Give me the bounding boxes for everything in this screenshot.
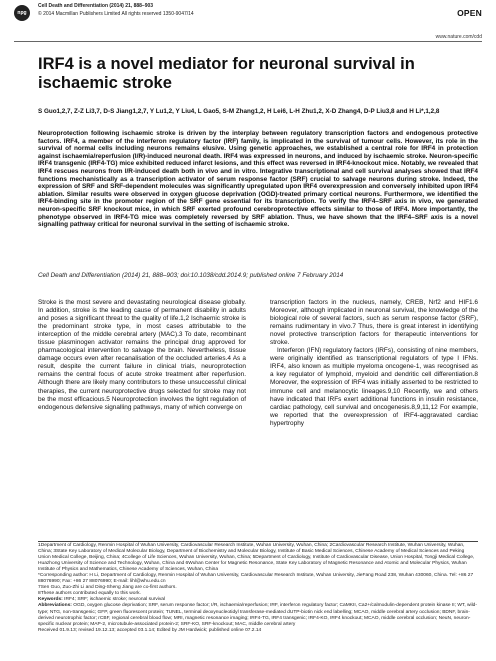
open-access-badge: OPEN	[457, 8, 482, 18]
header-divider	[14, 41, 482, 42]
keywords-text: IRF4; SRF; ischaemic stroke; neuronal survival	[64, 597, 166, 603]
article-title: IRF4 is a novel mediator for neuronal survival in ischaemic stroke	[38, 55, 415, 92]
body-paragraph: Stroke is the most severe and devastating neurological disease globally. In addition, stroke is the leading cause of permanent disability in adults and poses a significant threat to the quality of life.1,2 Ischaemic stroke is the predominant stroke type, in most cases attributable to the interception of the middle cerebral artery (MAC).3 To date, recombinant tissue plasminogen activator remains the principal drug approved for pharmacological intervention to salvage the brain. Nevertheless, tissue damage occurs even after recanalisation of the occluded arteries.4 As a result, despite the current failure in clinical trials, neuroprotection remains the central focus of acute stroke treatment after reperfusion. Although there are likely many contributors to these unsuccessful clinical therapies, the current neuroprotective drugs selected for stroke may not be the most efficacious.5 Neuroprotection involves the tight regulation of endogenous defensive signalling pathways, many of which converge on	[38, 299, 246, 411]
abbreviations-label: Abbreviations:	[38, 603, 72, 609]
copyright-line: © 2014 Macmillan Publishers Limited All rights reserved 1350-9047/14	[38, 10, 194, 17]
keywords-label: Keywords:	[38, 597, 63, 603]
citation-line: Cell Death and Differentiation (2014) 21, 888–903; doi:10.1038/cdd.2014.9; published online 7 February 2014	[38, 272, 344, 279]
abbreviations	[38, 603, 478, 627]
received-dates: Received 01.9.13; revised 19.12.13; accepted 03.1.14; Edited by JM Hardwick; published online 07.2.14	[38, 627, 262, 633]
body-paragraph: Interferon (IFN) regulatory factors (IRFs), consisting of nine members, were originally identified as transcriptional regulators of type I IFNs. IRF4, also known as multiple myeloma oncogene-1, was recognised as a key regulator of lymphoid, myeloid and dendritic cell differentiation.8 Moreover, the expression of IRF4 was initially asserted to be restricted to immune cell and melanocytic lineages.9,10 Recently, we and others have indicated that IRFs exert additional functions in insulin resistance, cardiac pathology, cell survival and oncogenesis.8,9,11,12 For example, we reported that the overexpression of IRF4-aggravated cardiac hypertrophy	[270, 347, 478, 427]
footnotes	[38, 543, 478, 634]
body-paragraph: transcription factors in the nucleus, namely, CREB, Nrf2 and HIF1.6 Moreover, although implicated in neuronal survival, the knowledge of the biological role of several factors, such as serum response factor (SRF), remains rudimentary in vivo.7 Thus, there is great interest in identifying novel protective transcription factors for therapeutic interventions for stroke.	[270, 299, 478, 347]
abbreviations-text: OGD, oxygen glucose deprivation; SRF, serum response factor; I/R, ischaemia/reperfusion; IRF, interferon regulatory factor; CaMKII, Ca2+/calmodulin-dependent protein kinase II; WT, wild-type; NTG, non-transgenic; GFP, green fluorescent protein; TUNEL, terminal deoxynucleotidyl transferase-mediated dUTP-biotin nick end labelling; MCAO, middle cerebral artery occlusion; BDNF, brain-derived neurotrophic factor; rCBF, regional cerebral blood flow; MRI, magnetic resonance imaging; IRF4-TG, IRF4 transgenic; IRF4-KO, IRF4 knockout; MCAO, middle cerebral occlusion; NeuN, neuron-specific nuclear protein; MAP-2, microtubule-associated protein-2; SRF-KO, SRF-knockout; MAC, middle cerebral artery	[38, 603, 477, 627]
body-column-right	[270, 299, 478, 428]
correspondence: *Corresponding author: H Li, Department of Cardiology, Renmin Hospital of Wuhan University, Cardiovascular Research Institute, Wuhan University, JieFang Road 238, Wuhan 430060, China. Tel: +86 27 88076990; Fax: +86 27 88076990; E-mail: lihl@whu.edu.cn	[38, 573, 474, 585]
journal-header	[0, 0, 496, 58]
co-first-note: 7Sen Guo, Zuo-Zhi Li and Ding-Sheng Jiang are co-first authors.	[38, 585, 177, 591]
journal-info	[38, 3, 194, 18]
equal-contribution-note: 8These authors contributed equally to this work.	[38, 591, 141, 597]
journal-citation-line: Cell Death and Differentiation (2014) 21, 888–903	[38, 3, 154, 9]
author-list: S Guo1,2,7, Z-Z Li3,7, D-S Jiang1,2,7, Y Lu1,2, Y Liu4, L Gao5, S-M Zhang1,2, H Lei6, L-H Zhu1,2, X-D Zhang4, D-P Liu3,8 and H Li*,1,2,8	[38, 108, 440, 115]
npg-logo-icon: npg	[14, 5, 30, 21]
abstract: Neuroprotection following ischaemic stroke is driven by the interplay between regulatory transcription factors and endogenous protective factors. IRF4, a member of the interferon regulatory factor (IRF) family, is implicated in the survival of tumour cells. However, its role in the survival of normal cells including neurons remains elusive. Using genetic approaches, we established a central role for IRF4 in protection against ischaemia/reperfusion (I/R)-induced neuronal death. IRF4 was expressed in neurons, and induced by ischaemic stroke. Neuron-specific IRF4 transgenic (IRF4-TG) mice exhibited reduced infarct lesions, and this effect was reversed in IRF4-knockout mice. Notably, we revealed that IRF4 rescues neurons from I/R-induced death both in vivo and in vitro. Integrative transcriptional and cell survival analyses showed that IRF4 functions mechanistically as a transcription activator of serum response factor (SRF) crucial to salvage neurons during stroke. Indeed, the expression of SRF and SRF-dependent molecules was significantly upregulated upon IRF4 overexpression and conversely inhibited upon IRF4 ablation. Similar results were observed in oxygen glucose deprivation (OGD)-treated primary cortical neurons. Furthermore, we identified the IRF4-binding site in the promoter region of the SRF gene essential for its transcription. To verify the IRF4–SRF axis in vivo, we generated neuron-specific SRF knockout mice, in which SRF exerted profound cerebroprotective effects similar to those of IRF4. More importantly, the phenotype observed in IRF4-TG mice was completely reversed by SRF ablation. Thus, we have shown that the IRF4–SRF axis is a novel signalling pathway critical for neuronal survival in the setting of ischaemic stroke.	[38, 130, 478, 229]
affiliations: 1Department of Cardiology, Renmin Hospital of Wuhan University, Cardiovascular Research Institute, Wuhan University, Wuhan, China; 2Cardiovascular Research Institute, Wuhan University, Wuhan, China; 3State Key Laboratory of Medical Molecular Biology, Department of Biochemistry and Molecular Biology, Institute of Basic Medical Sciences, Chinese Academy of Medical Sciences and Peking Union Medical College, Beijing, China; 4College of Life Sciences, Wuhan University, Wuhan, China; 5Department of Cardiology, Institute of Cardiovascular Disease, Union Hospital, Tongji Medical College, Huazhong University of Science and Technology, Wuhan, China and 6Wuhan Center for Magnetic Resonance, State Key Laboratory of Magnetic Resonance and Atomic and Molecular Physics, Wuhan Institute of Physics and Mathematics, Chinese Academy of Sciences, Wuhan, China	[38, 543, 475, 573]
journal-website-link[interactable]: www.nature.com/cdd	[435, 34, 482, 40]
body-column-left	[38, 299, 246, 412]
footnote-divider	[38, 541, 478, 542]
